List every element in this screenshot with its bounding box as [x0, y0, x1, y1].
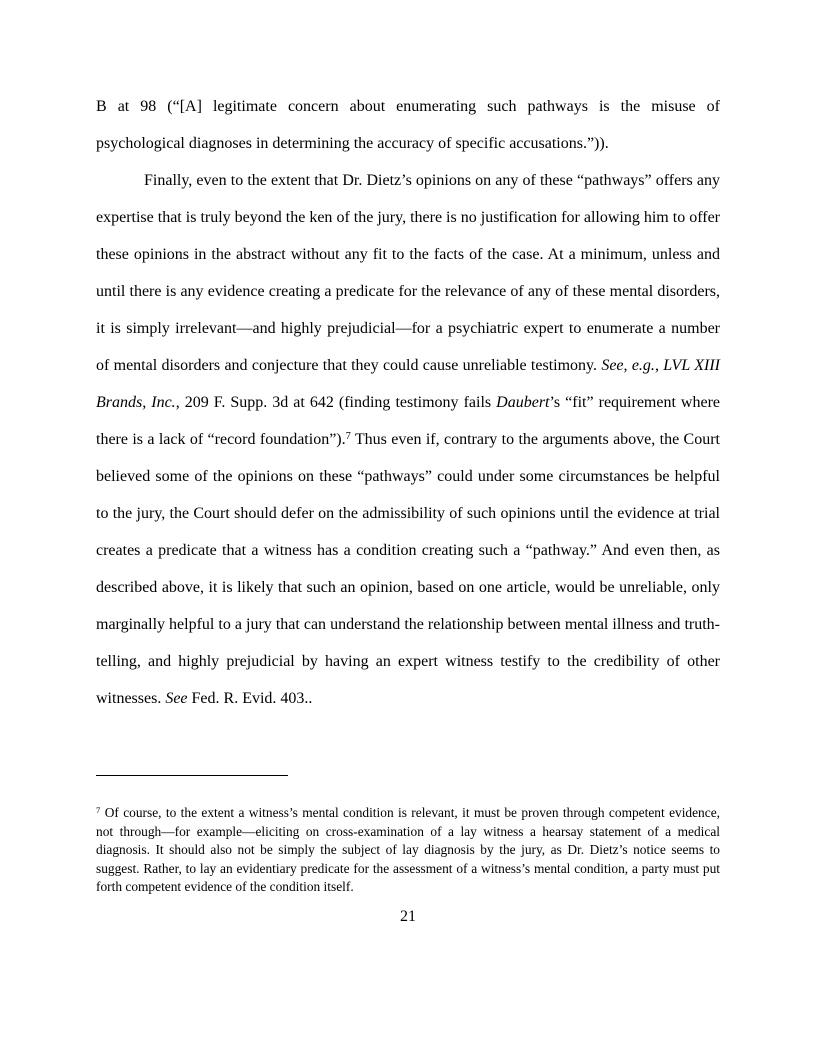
- paragraph-main: [96, 162, 720, 717]
- footnote-marker: 7: [96, 805, 101, 816]
- footnote-marker: 7: [345, 431, 351, 443]
- text-run: ’s “fit” requirement where there is a lack of “record foundation”).: [96, 394, 721, 448]
- text-run: , 209 F. Supp. 3d at 642 (finding testimony fails: [175, 394, 497, 411]
- text-run: Thus even if, contrary to the arguments above, the Court believed some of the opinions on these “pathways” could under some circumstances be helpful to the jury, the Court should defer on the admissibility of such opinions until the evidence at trial creates a predicate that a witness has a condition creating such a “pathway.” And even then, as described above, it is likely that such an opinion, based on one article, would be unreliable, only marginally helpful to a jury that can understand the relationship between mental illness and truth-telling, and highly prejudicial by having an expert witness testify to the credibility of other witnesses.: [96, 431, 720, 707]
- italic-citation: See, e.g.: [601, 357, 655, 374]
- text-run: ,: [654, 357, 664, 374]
- footnote-text: [96, 804, 720, 897]
- body-text: [96, 88, 720, 717]
- italic-citation: LVL XIII Brands, Inc.: [96, 357, 721, 411]
- text-run: Finally, even to the extent that Dr. Dietz’s opinions on any of these “pathways” offers any expertise that is truly beyond the ken of the jury, there is no justification for allowing him to offer these opinions in the abstract without any fit to the facts of the case. At a minimum, unless and until there is any evidence creating a predicate for the relevance of any of these mental disorders, it is simply irrelevant—and highly prejudicial—for a psychiatric expert to enumerate a number of mental disorders and conjecture that they could cause unreliable testimony.: [96, 172, 720, 374]
- text-run: Of course, to the extent a witness’s mental condition is relevant, it must be proven through competent evidence, not through—for example—eliciting on cross-examination of a lay witness a hearsay statement of a medical diagnosis. It should also not be simply the subject of lay diagnosis by the jury, as Dr. Dietz’s notice seems to suggest. Rather, to lay an evidentiary predicate for the assessment of a witness’s mental condition, a party must put forth competent evidence of the condition itself.: [96, 805, 720, 894]
- italic-citation: Daubert: [496, 394, 550, 411]
- text-run: Fed. R. Evid. 403..: [187, 690, 313, 707]
- italic-citation: See: [165, 690, 188, 707]
- text-run: B at 98 (“[A] legitimate concern about enumerating such pathways is the misuse of psychological diagnoses in determining the accuracy of specific accusations.”)).: [96, 98, 720, 152]
- footnote-separator: [96, 775, 288, 776]
- paragraph-continuation: [96, 88, 720, 162]
- page-number: 21: [400, 907, 416, 925]
